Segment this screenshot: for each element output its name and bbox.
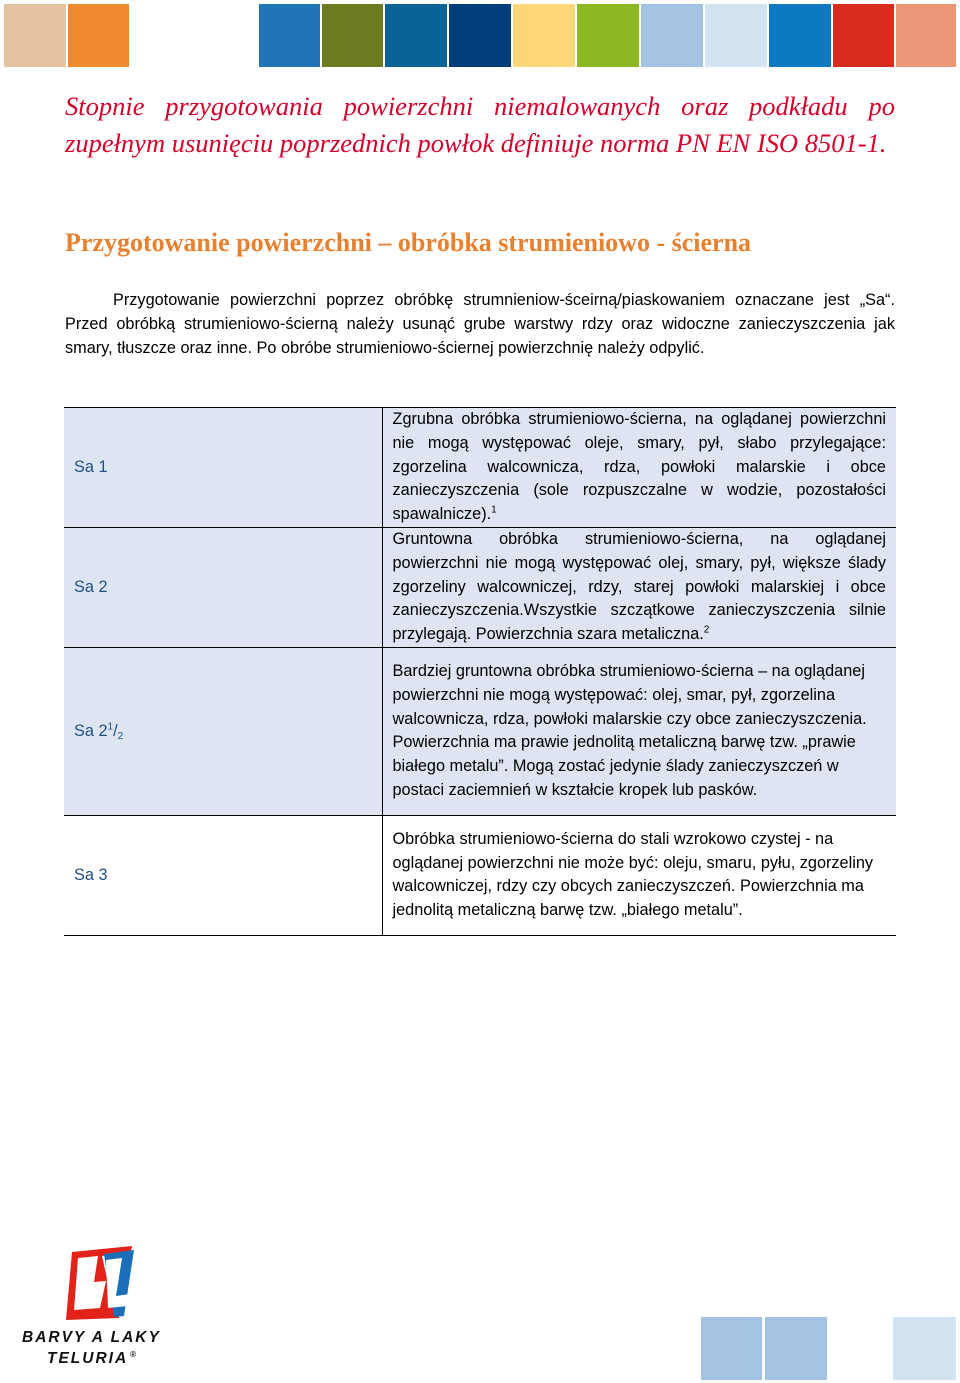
color-block [896, 4, 956, 67]
table-row [64, 408, 896, 528]
bottom-color-block [765, 1317, 827, 1380]
section-heading: Przygotowanie powierzchni – obróbka strumieniowo - ścierna [65, 228, 752, 257]
grade-code: Sa 2 [64, 527, 382, 647]
grade-code: Sa 1 [64, 408, 382, 528]
logo-line-1: BARVY A LAKY [22, 1329, 161, 1346]
bottom-color-block [701, 1317, 762, 1380]
top-color-bar [4, 4, 956, 67]
intro-paragraph: Stopnie przygotowania powierzchni niemalowanych oraz podkładu po zupełnym usunięciu poprzednich powłok definiuje norma PN EN ISO 8501-1. [65, 91, 895, 158]
bottom-color-block [893, 1317, 956, 1380]
color-block [449, 4, 511, 67]
table-row [64, 527, 896, 647]
color-block [4, 4, 66, 67]
grade-description: Zgrubna obróbka strumieniowo-ścierna, na oglądanej powierzchni nie mogą występować oleje, smary, pył, słabo przylegające: zgorzelina walcownicza, rdza, powłoki malarskie i obce zanieczyszczenia (sole rozpuszczalne w wodzie, pozostałości spawalnicze).$^1$ [382, 408, 896, 528]
grade-description: Obróbka strumieniowo-ścierna do stali wzrokowo czystej - na oglądanej powierzchni nie może być: oleju, smaru, pyłu, zgorzeliny walcowniczej, rdzy czy obcych zanieczyszczeń. Powierzchnia ma jednolitą metaliczną barwę tzw. „białego metalu”. [382, 815, 896, 935]
footnote-ref[interactable]: 2 [703, 624, 710, 636]
color-block [769, 4, 831, 67]
body-paragraph: Przygotowanie powierzchni poprzez obróbkę strumnieniow-śceirną/piaskowaniem oznaczane jest „Sa“. Przed obróbką strumieniowo-ścierną należy usunąć grube warstwy rdzy oraz widoczne zanieczyszczenia jak smary, tłuszcze oraz inne. Po obróbe strumieniowo-ściernej powierzchnię należy odpylić. [65, 291, 895, 357]
table-row [64, 815, 896, 935]
color-block [513, 4, 575, 67]
footnote-ref[interactable]: 1 [491, 504, 497, 516]
color-block [385, 4, 447, 67]
grade-code: Sa 3 [64, 815, 382, 935]
surface-grade-table [64, 407, 896, 936]
grade-description: Bardziej gruntowna obróbka strumieniowo-ścierna – na oglądanej powierzchni nie mogą występować: olej, smar, pył, zgorzelina walcownicza, rdza, powłoki malarskie czy obce zanieczyszczenia. Powierzchnia ma prawie jednolitą metaliczną barwę tzw. „prawie białego metalu”. Mogą zostać jedynie ślady zanieczyszczeń w postaci zaciemnień w kształcie kropek lub pasków. [382, 647, 896, 815]
color-block [705, 4, 767, 67]
color-block [641, 4, 703, 67]
grade-description: Gruntowna obróbka strumieniowo-ścierna, na oglądanej powierzchni nie mogą występować olej, smary, pył, większe ślady zgorzeliny walcowniczej, rdzy, starej powłoki malarskiej i obce zanieczyszczenia.Wszystkie szczątkowe zanieczyszczenia silnie przylegają. Powierzchnia szara metaliczna.$^2$ [382, 527, 896, 647]
color-block [322, 4, 383, 67]
color-block [577, 4, 639, 67]
color-block [833, 4, 894, 67]
grade-code: Sa $2^1/_2$ [64, 647, 382, 815]
logo-line-2: TELURIA ® [47, 1350, 137, 1367]
color-block [68, 4, 129, 67]
table-row [64, 647, 896, 815]
color-block [259, 4, 320, 67]
